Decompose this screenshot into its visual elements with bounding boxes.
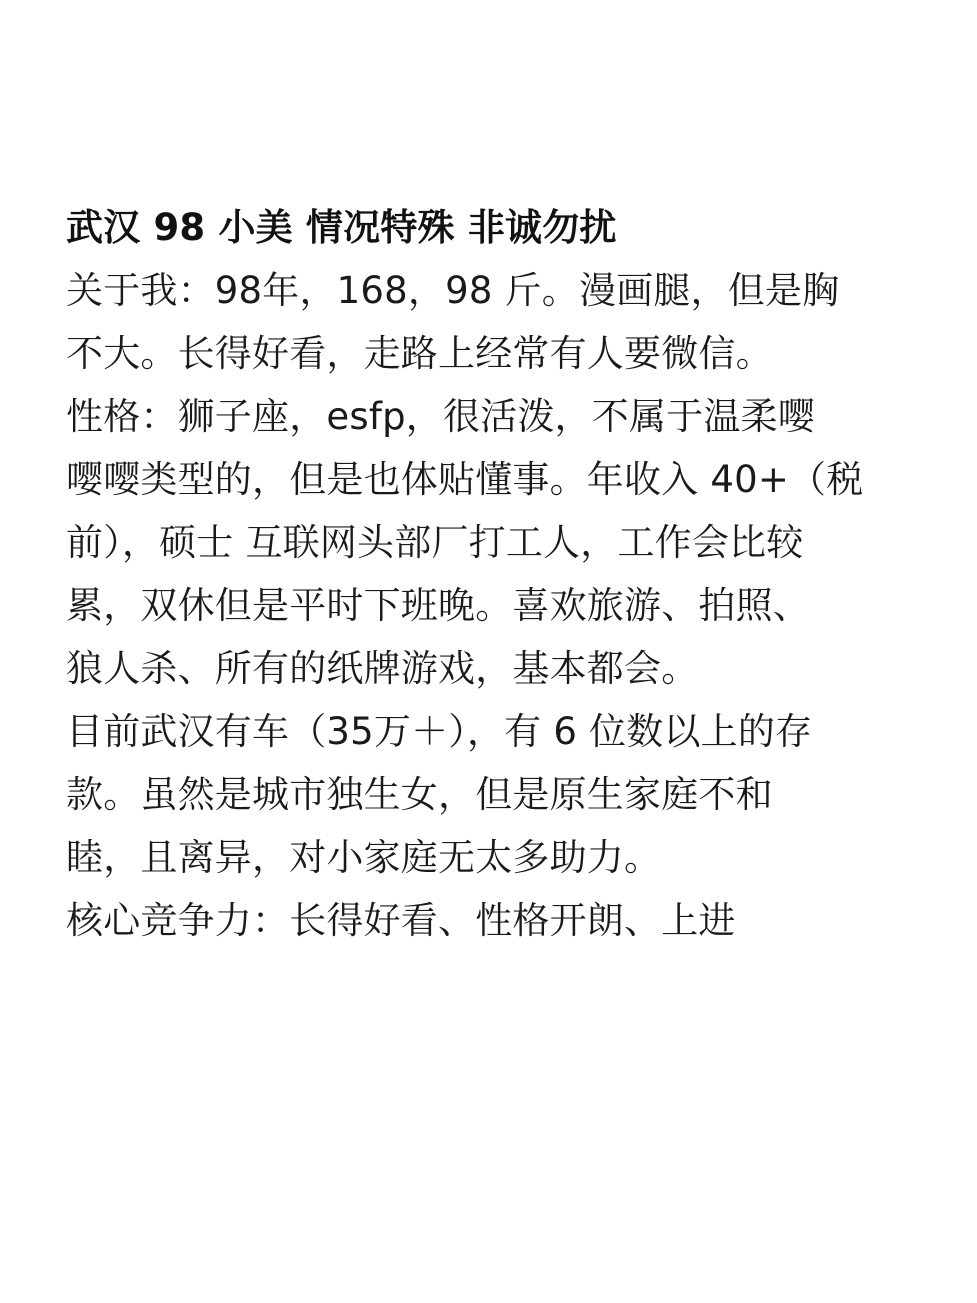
body-line: 目前武汉有车（35万＋），有 6 位数以上的存 (66, 710, 813, 753)
body-line: 性格：狮子座，esfp，很活泼，不属于温柔嘤 (66, 395, 815, 438)
body-line: 核心竞争力：长得好看、性格开朗、上进 (66, 899, 736, 942)
body-line: 关于我：98年，168，98 斤。漫画腿，但是胸 (66, 269, 840, 312)
body-line: 累，双休但是平时下班晚。喜欢旅游、拍照、 (66, 584, 810, 627)
body-line: 不大。长得好看，走路上经常有人要微信。 (66, 332, 773, 375)
post-text-block (66, 196, 926, 952)
body-line: 狼人杀、所有的纸牌游戏，基本都会。 (66, 647, 699, 690)
body-line: 睦，且离异，对小家庭无太多助力。 (66, 836, 662, 879)
body-line: 款。虽然是城市独生女，但是原生家庭不和 (66, 773, 773, 816)
body-line: 前），硕士 互联网头部厂打工人，工作会比较 (66, 521, 804, 564)
post-title: 武汉 98 小美 情况特殊 非诚勿扰 (66, 206, 617, 249)
body-line: 嘤嘤类型的，但是也体贴懂事。年收入 40+（税 (66, 458, 864, 501)
